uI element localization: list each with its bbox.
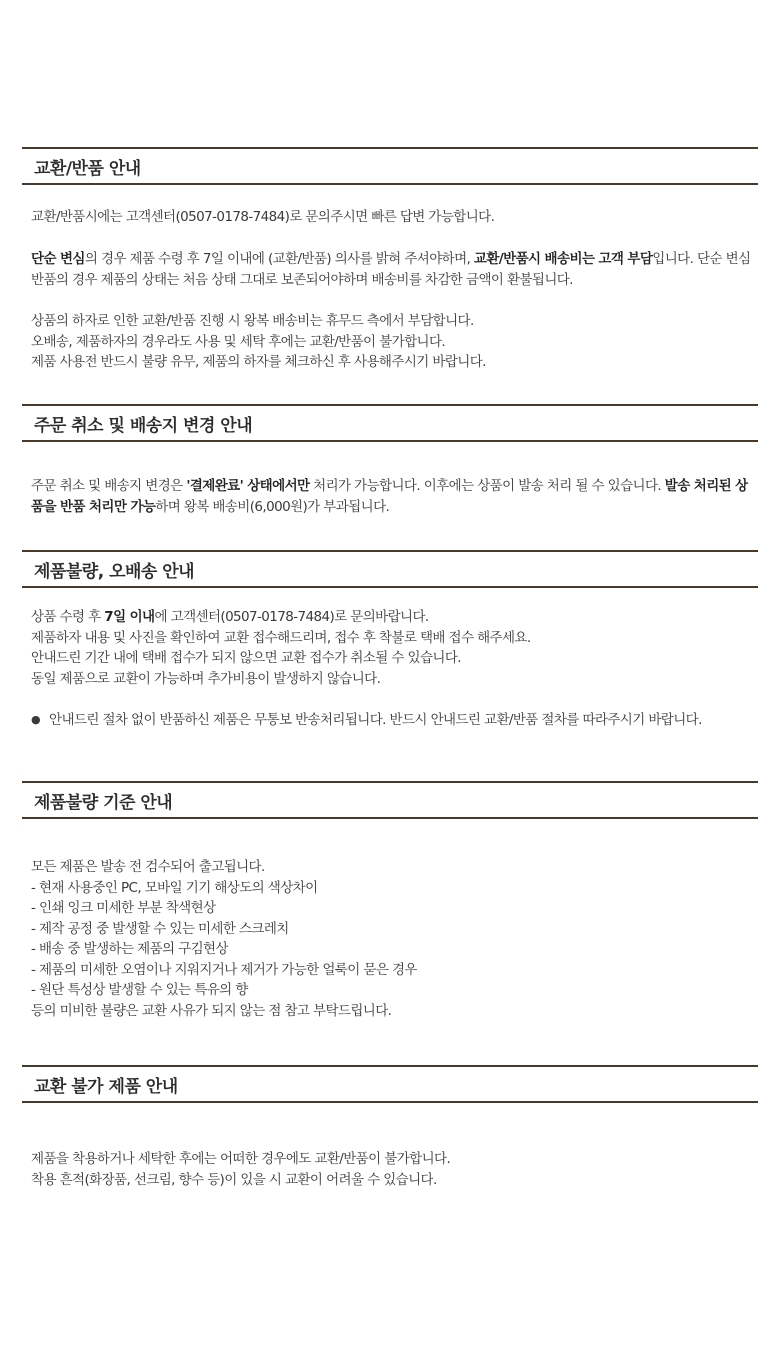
criteria-line: - 제작 공정 중 발생할 수 있는 미세한 스크레치 <box>31 920 289 937</box>
defect-paragraph <box>31 311 759 373</box>
body-text: 에 고객센터(0507-0178-7484)로 문의바랍니다. <box>154 609 429 625</box>
section-header-defect-misdelivery <box>22 550 758 588</box>
simple-change-paragraph <box>31 249 759 290</box>
defect-line: 제품 사용전 반드시 불량 유무, 제품의 하자를 체크하신 후 사용해주시기 바랍니다. <box>31 354 486 370</box>
section-body-non-exchangeable <box>31 1149 759 1190</box>
body-text: 하며 왕복 배송비(6,000원)가 부과됩니다. <box>155 498 390 515</box>
body-line: 착용 흔적(화장품, 선크림, 향수 등)이 있을 시 교환이 어려울 수 있습니다. <box>31 1171 437 1188</box>
criteria-line: 모든 제품은 발송 전 검수되어 출고됩니다. <box>31 859 265 875</box>
body-line: 안내드린 기간 내에 택배 접수가 되지 않으면 교환 접수가 취소될 수 있습니다. <box>31 650 461 666</box>
section-title: 교환 불가 제품 안내 <box>34 1076 178 1097</box>
section-header-non-exchangeable <box>22 1065 758 1103</box>
emphasis-text: 단순 변심 <box>31 251 85 267</box>
criteria-line: 등의 미비한 불량은 교환 사유가 되지 않는 점 참고 부탁드립니다. <box>31 1002 392 1019</box>
notice-bullet <box>31 710 759 731</box>
emphasis-text: '결제완료' 상태에서만 <box>186 478 310 494</box>
bullet-icon: ● <box>31 713 40 726</box>
criteria-line: - 제품의 미세한 오염이나 지워지거나 제거가 가능한 얼룩이 묻은 경우 <box>31 961 417 978</box>
body-text: 입니다. 단순 변심 반품의 경우 제품의 상태는 처음 상태 그대로 보존되어야하며 배송비를 차감한 금액이 환불됩니다. <box>31 251 751 288</box>
body-line: 제품하자 내용 및 사진을 확인하여 교환 접수해드리며, 접수 후 착불로 택배 접수 해주세요. <box>31 629 531 646</box>
emphasis-text: 교환/반품시 배송비는 고객 부담 <box>473 251 653 267</box>
bullet-text: 안내드린 절차 없이 반품하신 제품은 무통보 반송처리됩니다. 반드시 안내드린 교환/반품 절차를 따라주시기 바랍니다. <box>49 712 702 728</box>
body-text: 의 경우 제품 수령 후 7일 이내에 (교환/반품) 의사를 밝혀 주셔야하며, <box>84 251 474 267</box>
section-body-exchange-return <box>31 207 759 228</box>
body-text: 처리가 가능합니다. 이후에는 상품이 발송 처리 될 수 있습니다. <box>309 478 665 494</box>
defect-line: 상품의 하자로 인한 교환/반품 진행 시 왕복 배송비는 휴무드 측에서 부담합니다. <box>31 313 474 329</box>
section-body-defect-criteria <box>31 857 759 1021</box>
defect-line: 오배송, 제품하자의 경우라도 사용 및 세탁 후에는 교환/반품이 불가합니다. <box>31 333 446 350</box>
section-body-cancel-address <box>31 476 759 517</box>
criteria-line: - 현재 사용중인 PC, 모바일 기기 해상도의 색상차이 <box>31 879 318 896</box>
emphasis-text: 7일 이내 <box>104 609 155 625</box>
section-body-defect-misdelivery <box>31 607 759 689</box>
criteria-line: - 원단 특성상 발생할 수 있는 특유의 향 <box>31 982 248 998</box>
body-text: 주문 취소 및 배송지 변경은 <box>31 478 187 494</box>
body-line: 동일 제품으로 교환이 가능하며 추가비용이 발생하지 않습니다. <box>31 670 381 687</box>
contact-line: 교환/반품시에는 고객센터(0507-0178-7484)로 문의주시면 빠른 답변 가능합니다. <box>31 209 495 225</box>
body-text: 상품 수령 후 <box>31 609 105 625</box>
section-title: 주문 취소 및 배송지 변경 안내 <box>34 415 253 436</box>
section-title: 제품불량 기준 안내 <box>34 792 173 813</box>
section-header-defect-criteria <box>22 781 758 819</box>
section-header-cancel-address <box>22 404 758 442</box>
section-title: 교환/반품 안내 <box>34 158 141 179</box>
criteria-line: - 인쇄 잉크 미세한 부분 착색현상 <box>31 900 216 916</box>
criteria-line: - 배송 중 발생하는 제품의 구김현상 <box>31 941 228 957</box>
section-header-exchange-return <box>22 147 758 185</box>
body-line: 제품을 착용하거나 세탁한 후에는 어떠한 경우에도 교환/반품이 불가합니다. <box>31 1151 451 1167</box>
section-title: 제품불량, 오배송 안내 <box>34 561 195 582</box>
emphasis-text: 발송 처리된 상품을 반품 처리만 가능 <box>31 478 748 515</box>
